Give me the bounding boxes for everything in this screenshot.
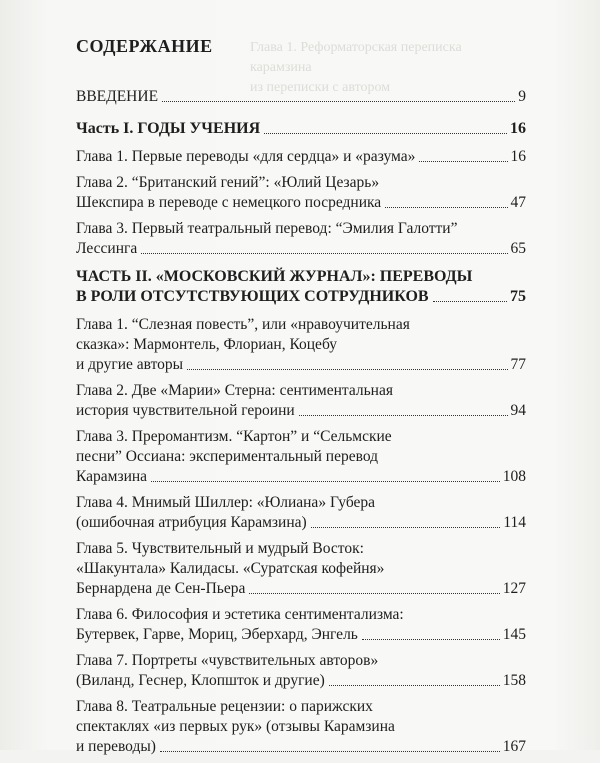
- toc-entry-final-line: [76, 401, 526, 421]
- dot-leader: [151, 481, 500, 482]
- toc-entry-line: Глава 2. “Британский гений”: «Юлий Цезарь»: [76, 174, 380, 191]
- toc-page-number: 145: [502, 626, 526, 643]
- toc-entry-line: Глава 3. Преромантизм. “Картон” и “Сельмские: [76, 428, 392, 445]
- toc-entry-final-line: [76, 119, 526, 139]
- toc-entry-line: Глава 1. “Слезная повесть”, или «нравоучительная: [76, 316, 410, 333]
- toc-entry-final-line: [76, 147, 526, 167]
- toc-entry: [76, 315, 526, 375]
- toc-entry: [76, 267, 526, 307]
- toc-entry-lines: [76, 381, 526, 401]
- toc-entry-final-line: [76, 579, 526, 599]
- toc-entry: [76, 651, 526, 691]
- toc-entry-title: и другие авторы: [76, 356, 184, 373]
- toc-page-number: 16: [510, 148, 526, 165]
- toc-page-number: 65: [510, 240, 526, 257]
- toc-entry: [76, 539, 526, 599]
- toc-entry-lines: [76, 315, 526, 355]
- dot-leader: [299, 415, 508, 416]
- toc-entry-final-line: [76, 287, 526, 307]
- toc-page-number: 9: [518, 88, 526, 105]
- dot-leader: [362, 639, 500, 640]
- toc-entry: [76, 219, 526, 259]
- toc-entry-title: В РОЛИ ОТСУТСТВУЮЩИХ СОТРУДНИКОВ: [76, 288, 429, 305]
- dot-leader: [141, 253, 507, 254]
- toc-entry-title: Карамзина: [76, 468, 148, 485]
- toc-entry-final-line: [76, 239, 526, 259]
- toc-entry-line: Глава 2. Две «Марии» Стерна: сентиментальная: [76, 382, 393, 399]
- toc-entry-title: и переводы): [76, 738, 156, 755]
- ghost-line: Глава 1. Реформаторская переписка: [250, 40, 462, 55]
- toc-entry: [76, 147, 526, 167]
- toc-page-number: 75: [510, 288, 526, 305]
- dot-leader: [264, 133, 507, 134]
- toc-entry-title: Шекспира в переводе с немецкого посредника: [76, 194, 382, 211]
- toc-entry: [76, 697, 526, 757]
- toc-page-number: 127: [502, 580, 526, 597]
- toc-entry-line: Глава 7. Портреты «чувствительных авторов»: [76, 652, 379, 669]
- toc-entry: [76, 173, 526, 213]
- toc-entry-final-line: [76, 513, 526, 533]
- toc-entry-final-line: [76, 87, 526, 107]
- toc-entry-title: (ошибочная атрибуция Карамзина): [76, 514, 307, 531]
- toc-page-number: 16: [510, 120, 526, 137]
- toc-entries: [76, 87, 526, 757]
- dot-leader: [329, 685, 500, 686]
- toc-entry-lines: [76, 267, 526, 287]
- dot-leader: [311, 527, 501, 528]
- ghost-line: из переписки с автором: [250, 80, 391, 95]
- toc-entry-line: Глава 6. Философия и эстетика сентиментализма:: [76, 606, 404, 623]
- toc-entry-lines: [76, 493, 526, 513]
- toc-entry-final-line: [76, 193, 526, 213]
- dot-leader: [160, 751, 500, 752]
- toc-page-number: 77: [510, 356, 526, 373]
- toc-entry-title: (Виланд, Геснер, Клопшток и другие): [76, 672, 325, 689]
- toc-entry-final-line: [76, 671, 526, 691]
- toc-page-number: 47: [510, 194, 526, 211]
- dot-leader: [419, 161, 507, 162]
- toc-page-number: 108: [502, 468, 526, 485]
- toc-entry-line: Глава 4. Мнимый Шиллер: «Юлиана» Губера: [76, 494, 376, 511]
- toc-page-number: 158: [502, 672, 526, 689]
- dot-leader: [433, 301, 507, 302]
- toc-entry: [76, 493, 526, 533]
- toc-entry-line: «Шакунтала» Калидасы. «Суратская кофейня»: [76, 560, 385, 577]
- table-of-contents: [76, 30, 526, 763]
- toc-entry: [76, 427, 526, 487]
- toc-entry-title: Лессинга: [76, 240, 138, 257]
- toc-page-number: 167: [502, 738, 526, 755]
- toc-entry: [76, 119, 526, 139]
- toc-entry-lines: [76, 427, 526, 467]
- toc-entry-lines: [76, 605, 526, 625]
- toc-entry-line: Глава 3. Первый театральный перевод: “Эмилия Галотти”: [76, 220, 458, 237]
- toc-entry-line: песни” Оссиана: экспериментальный перевод: [76, 448, 379, 465]
- toc-entry-final-line: [76, 737, 526, 757]
- toc-entry-lines: [76, 651, 526, 671]
- toc-page-number: 114: [503, 514, 526, 531]
- toc-entry-lines: [76, 219, 526, 239]
- toc-entry-title: Бутервек, Гарве, Мориц, Эберхард, Энгель: [76, 626, 358, 643]
- toc-entry-line: сказка»: Мармонтель, Флориан, Коцебу: [76, 336, 337, 353]
- toc-entry-title: Бернардена де Сен-Пьера: [76, 580, 246, 597]
- toc-entry-final-line: [76, 467, 526, 487]
- toc-entry-line: ЧАСТЬ II. «МОСКОВСКИЙ ЖУРНАЛ»: ПЕРЕВОДЫ: [76, 268, 473, 285]
- toc-page-number: 94: [510, 402, 526, 419]
- toc-entry-line: Глава 5. Чувствительный и мудрый Восток:: [76, 540, 364, 557]
- toc-title: СОДЕРЖАНИЕ: [76, 36, 213, 56]
- toc-entry-final-line: [76, 625, 526, 645]
- dot-leader: [187, 369, 507, 370]
- toc-entry: [76, 381, 526, 421]
- toc-entry: [76, 87, 526, 107]
- toc-entry-lines: [76, 539, 526, 579]
- toc-entry-title: Глава 1. Первые переводы «для сердца» и «разума»: [76, 148, 416, 165]
- toc-entry: [76, 605, 526, 645]
- toc-entry-lines: [76, 697, 526, 737]
- ghost-line: карамзина: [250, 60, 312, 75]
- toc-entry-line: спектаклях «из первых рук» (отзывы Карамзина: [76, 718, 395, 735]
- dot-leader: [385, 207, 507, 208]
- dot-leader: [249, 593, 499, 594]
- toc-entry-line: Глава 8. Театральные рецензии: о парижских: [76, 698, 373, 715]
- toc-entry-title: история чувствительной героини: [76, 402, 295, 419]
- dot-leader: [162, 101, 515, 102]
- toc-entry-lines: [76, 173, 526, 193]
- toc-entry-final-line: [76, 355, 526, 375]
- toc-entry-title: Часть I. ГОДЫ УЧЕНИЯ: [76, 120, 261, 137]
- toc-entry-title: ВВЕДЕНИЕ: [76, 88, 159, 105]
